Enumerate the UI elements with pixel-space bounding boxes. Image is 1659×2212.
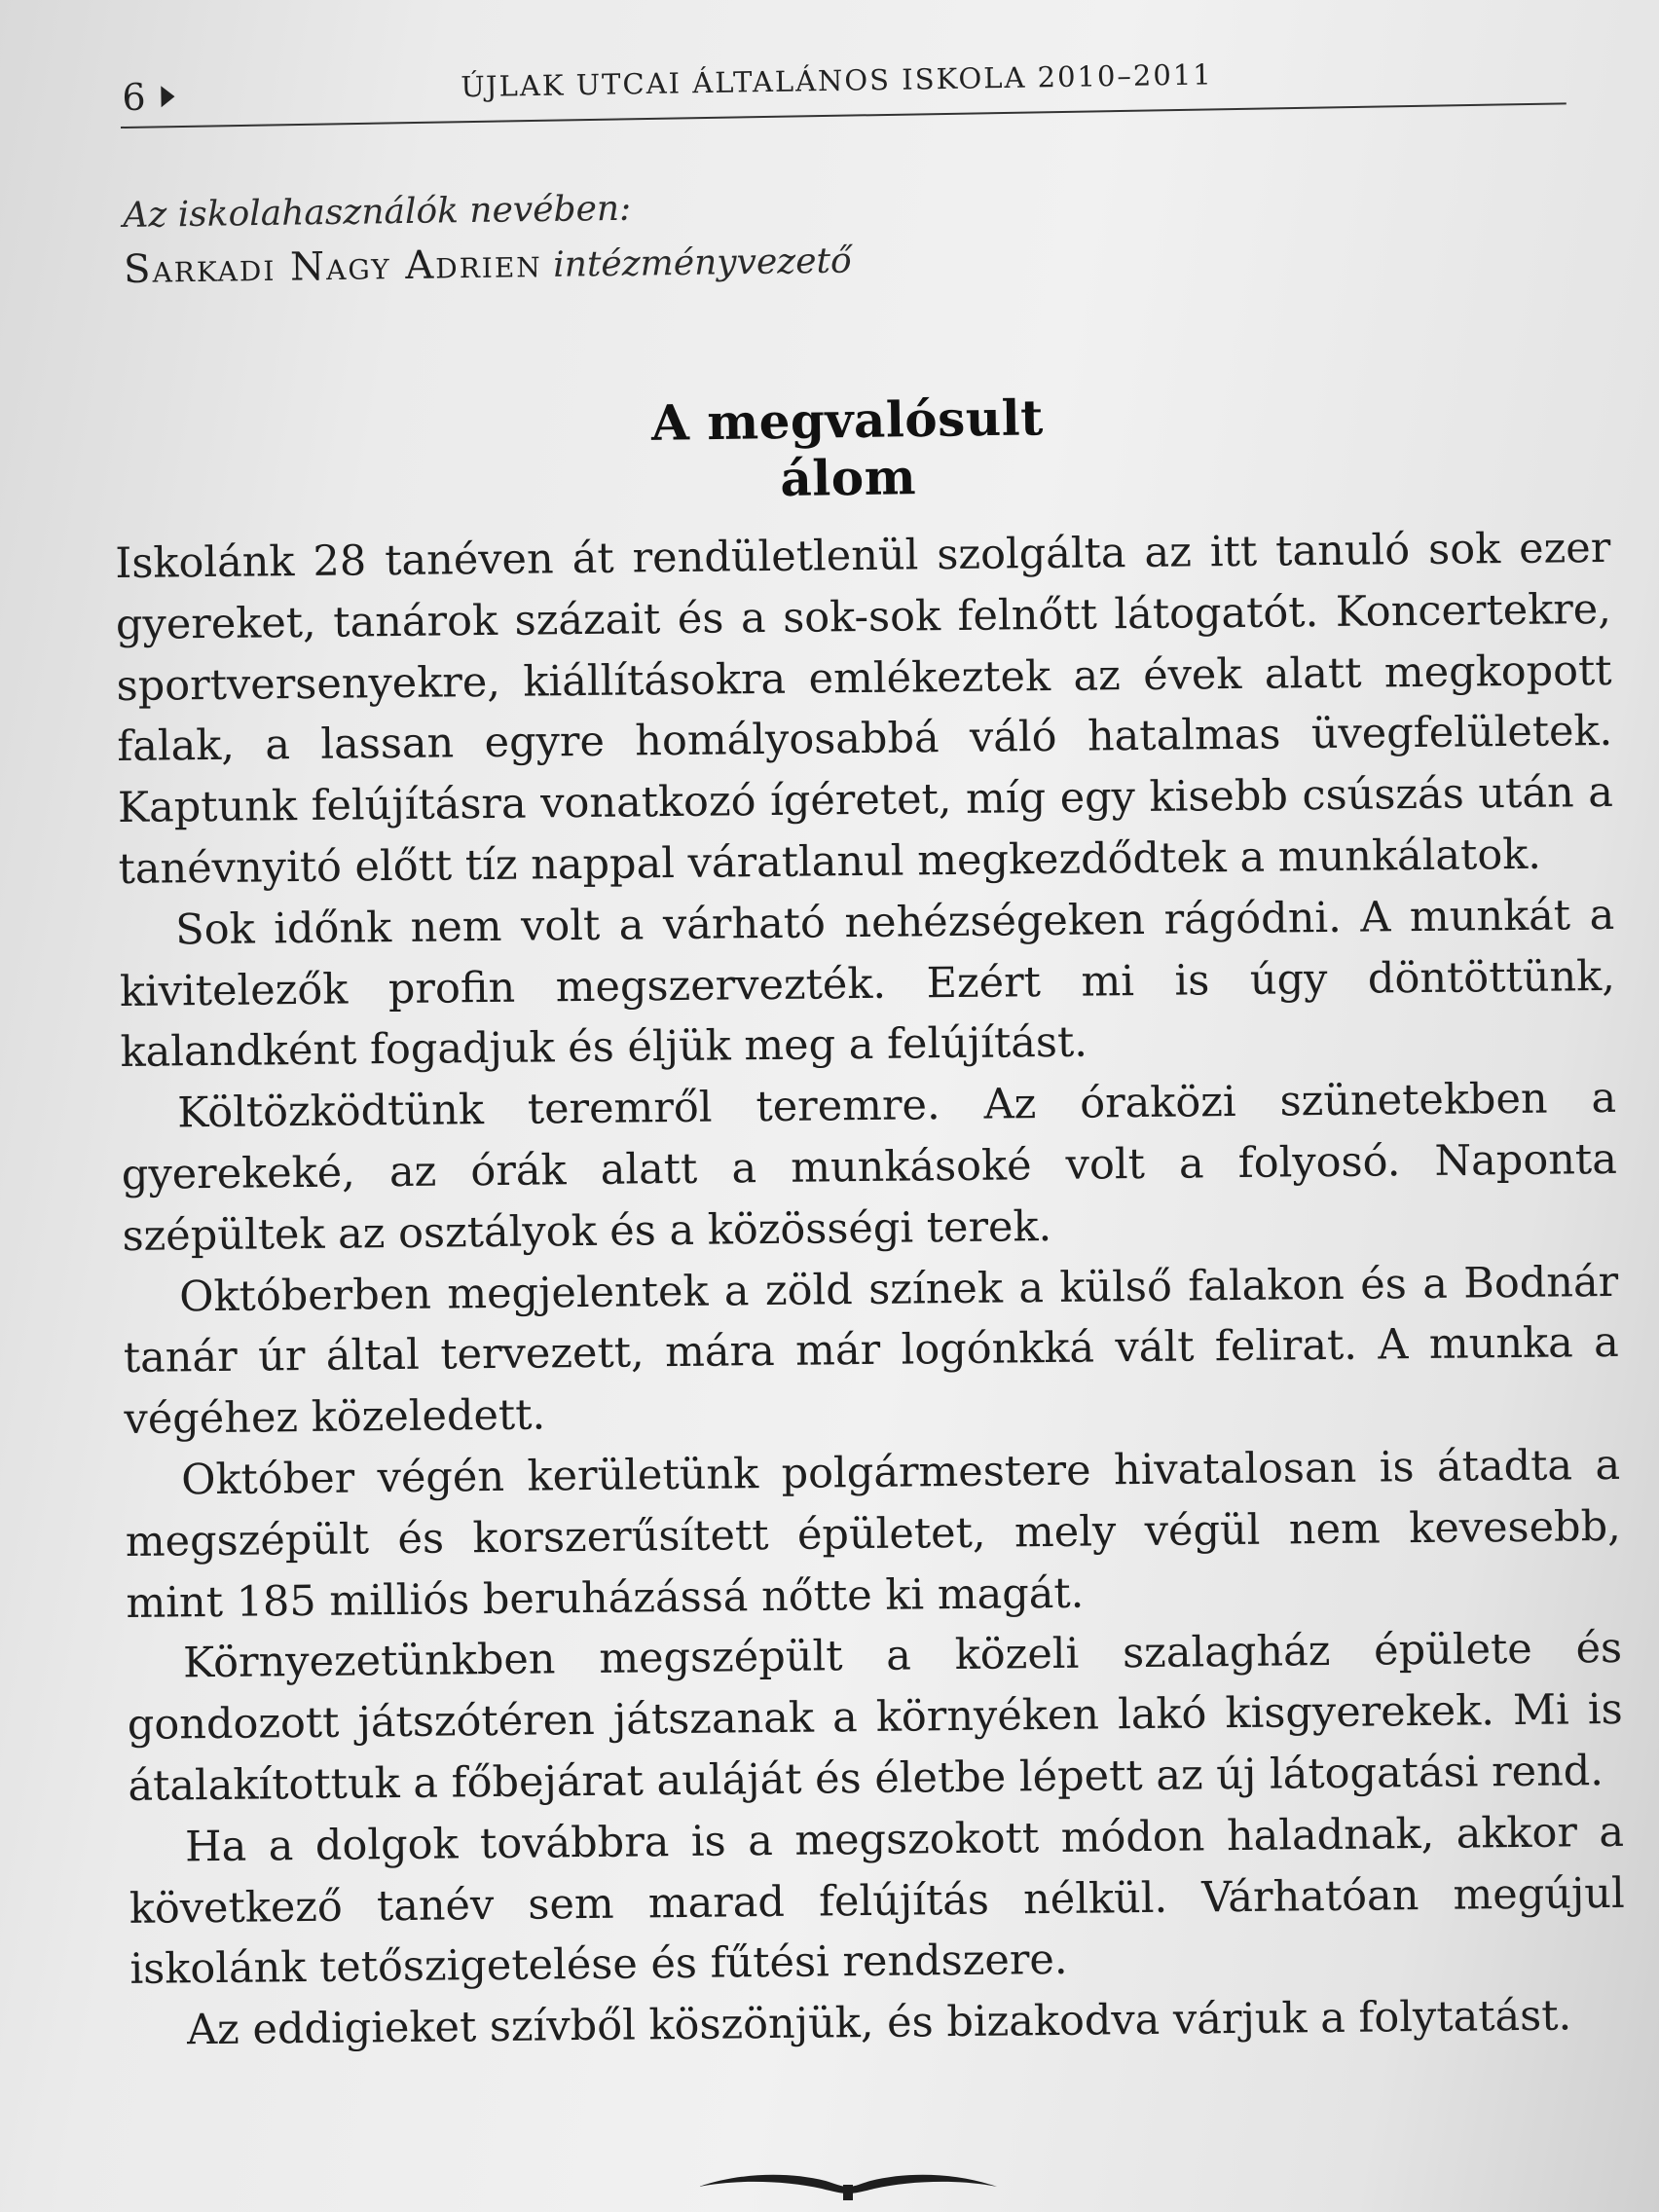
byline-signature [124,229,1001,300]
author-role: intézményvezető [552,240,852,285]
paragraph: Az eddigieket szívből köszönjük, és bizakodva várjuk a folytatást. [186,1991,1572,2055]
author-name: Sarkadi Nagy Adrien [123,240,543,292]
paragraph: Iskolánk 28 tanéven át rendületlenül szolgálta az itt tanuló sok ezer gyereket, tanárok százait és a sok-sok felnőtt látogatót. Koncertekre, sportversenyekre, kiállításokra emlékeztek az évek alatt megkopott falak, a lassan egyre homályosabbá váló hatalmas üvegfelületek. Kaptunk felújításra vonatkozó ígéretet, míg egy kisebb csúszás után a tanévnyitó előtt tíz nappal váratlanul megkezdődtek a munkálatok. [115,523,1614,894]
article-body [115,518,1626,2062]
header-rule [121,102,1567,129]
article-title: A megvalósult álom [650,388,1045,508]
page-header [120,36,1567,129]
paragraph: Sok időnk nem volt a várható nehézségeken rágódni. A munkát a kivitelezők profin megszervezték. Ezért mi is úgy döntöttünk, kalandként fogadjuk és éljük meg a felújítást. [119,890,1616,1078]
paragraph: Októberben megjelentek a zöld színek a külső falakon és a Bodnár tanár úr által tervezett, mára már logónkká vált felirat. A munka a végéhez közeledett. [123,1257,1620,1445]
paragraph: Ha a dolgok továbbra is a megszokott módon haladnak, akkor a következő tanév sem marad felújítás nélkül. Várhatóan megújul iskolánk tetőszigetelése és fűtési rendszere. [129,1807,1625,1995]
paragraph: Környezetünkben megszépült a közeli szalagház épülete és gondozott játszótéren játszanak a környéken lakó kisgyerekek. Mi is átalakítottuk a főbejárat auláját és életbe lépett az új látogatási rend. [127,1624,1623,1811]
byline [123,178,1000,300]
byline-label: Az iskolahasználók nevében: [123,188,632,236]
page-marker-icon [161,86,174,107]
paragraph: Október végén kerületünk polgármestere hivatalosan is átadta a megszépült és korszerűsített épületet, mely végül nem kevesebb, mint 185 milliós beruházássá nőtte ki magát. [125,1440,1622,1628]
ornament-icon [699,2167,997,2206]
paragraph: Költözködtünk teremről teremre. Az óraközi szünetekben a gyerekeké, az órák alatt a munkásoké volt a folyosó. Naponta szépültek az osztályok és a közösségi terek. [121,1074,1618,1261]
page-number: 6 [122,75,147,119]
running-head: ÚJLAK UTCAI ÁLTALÁNOS ISKOLA 2010–2011 [461,57,1213,104]
